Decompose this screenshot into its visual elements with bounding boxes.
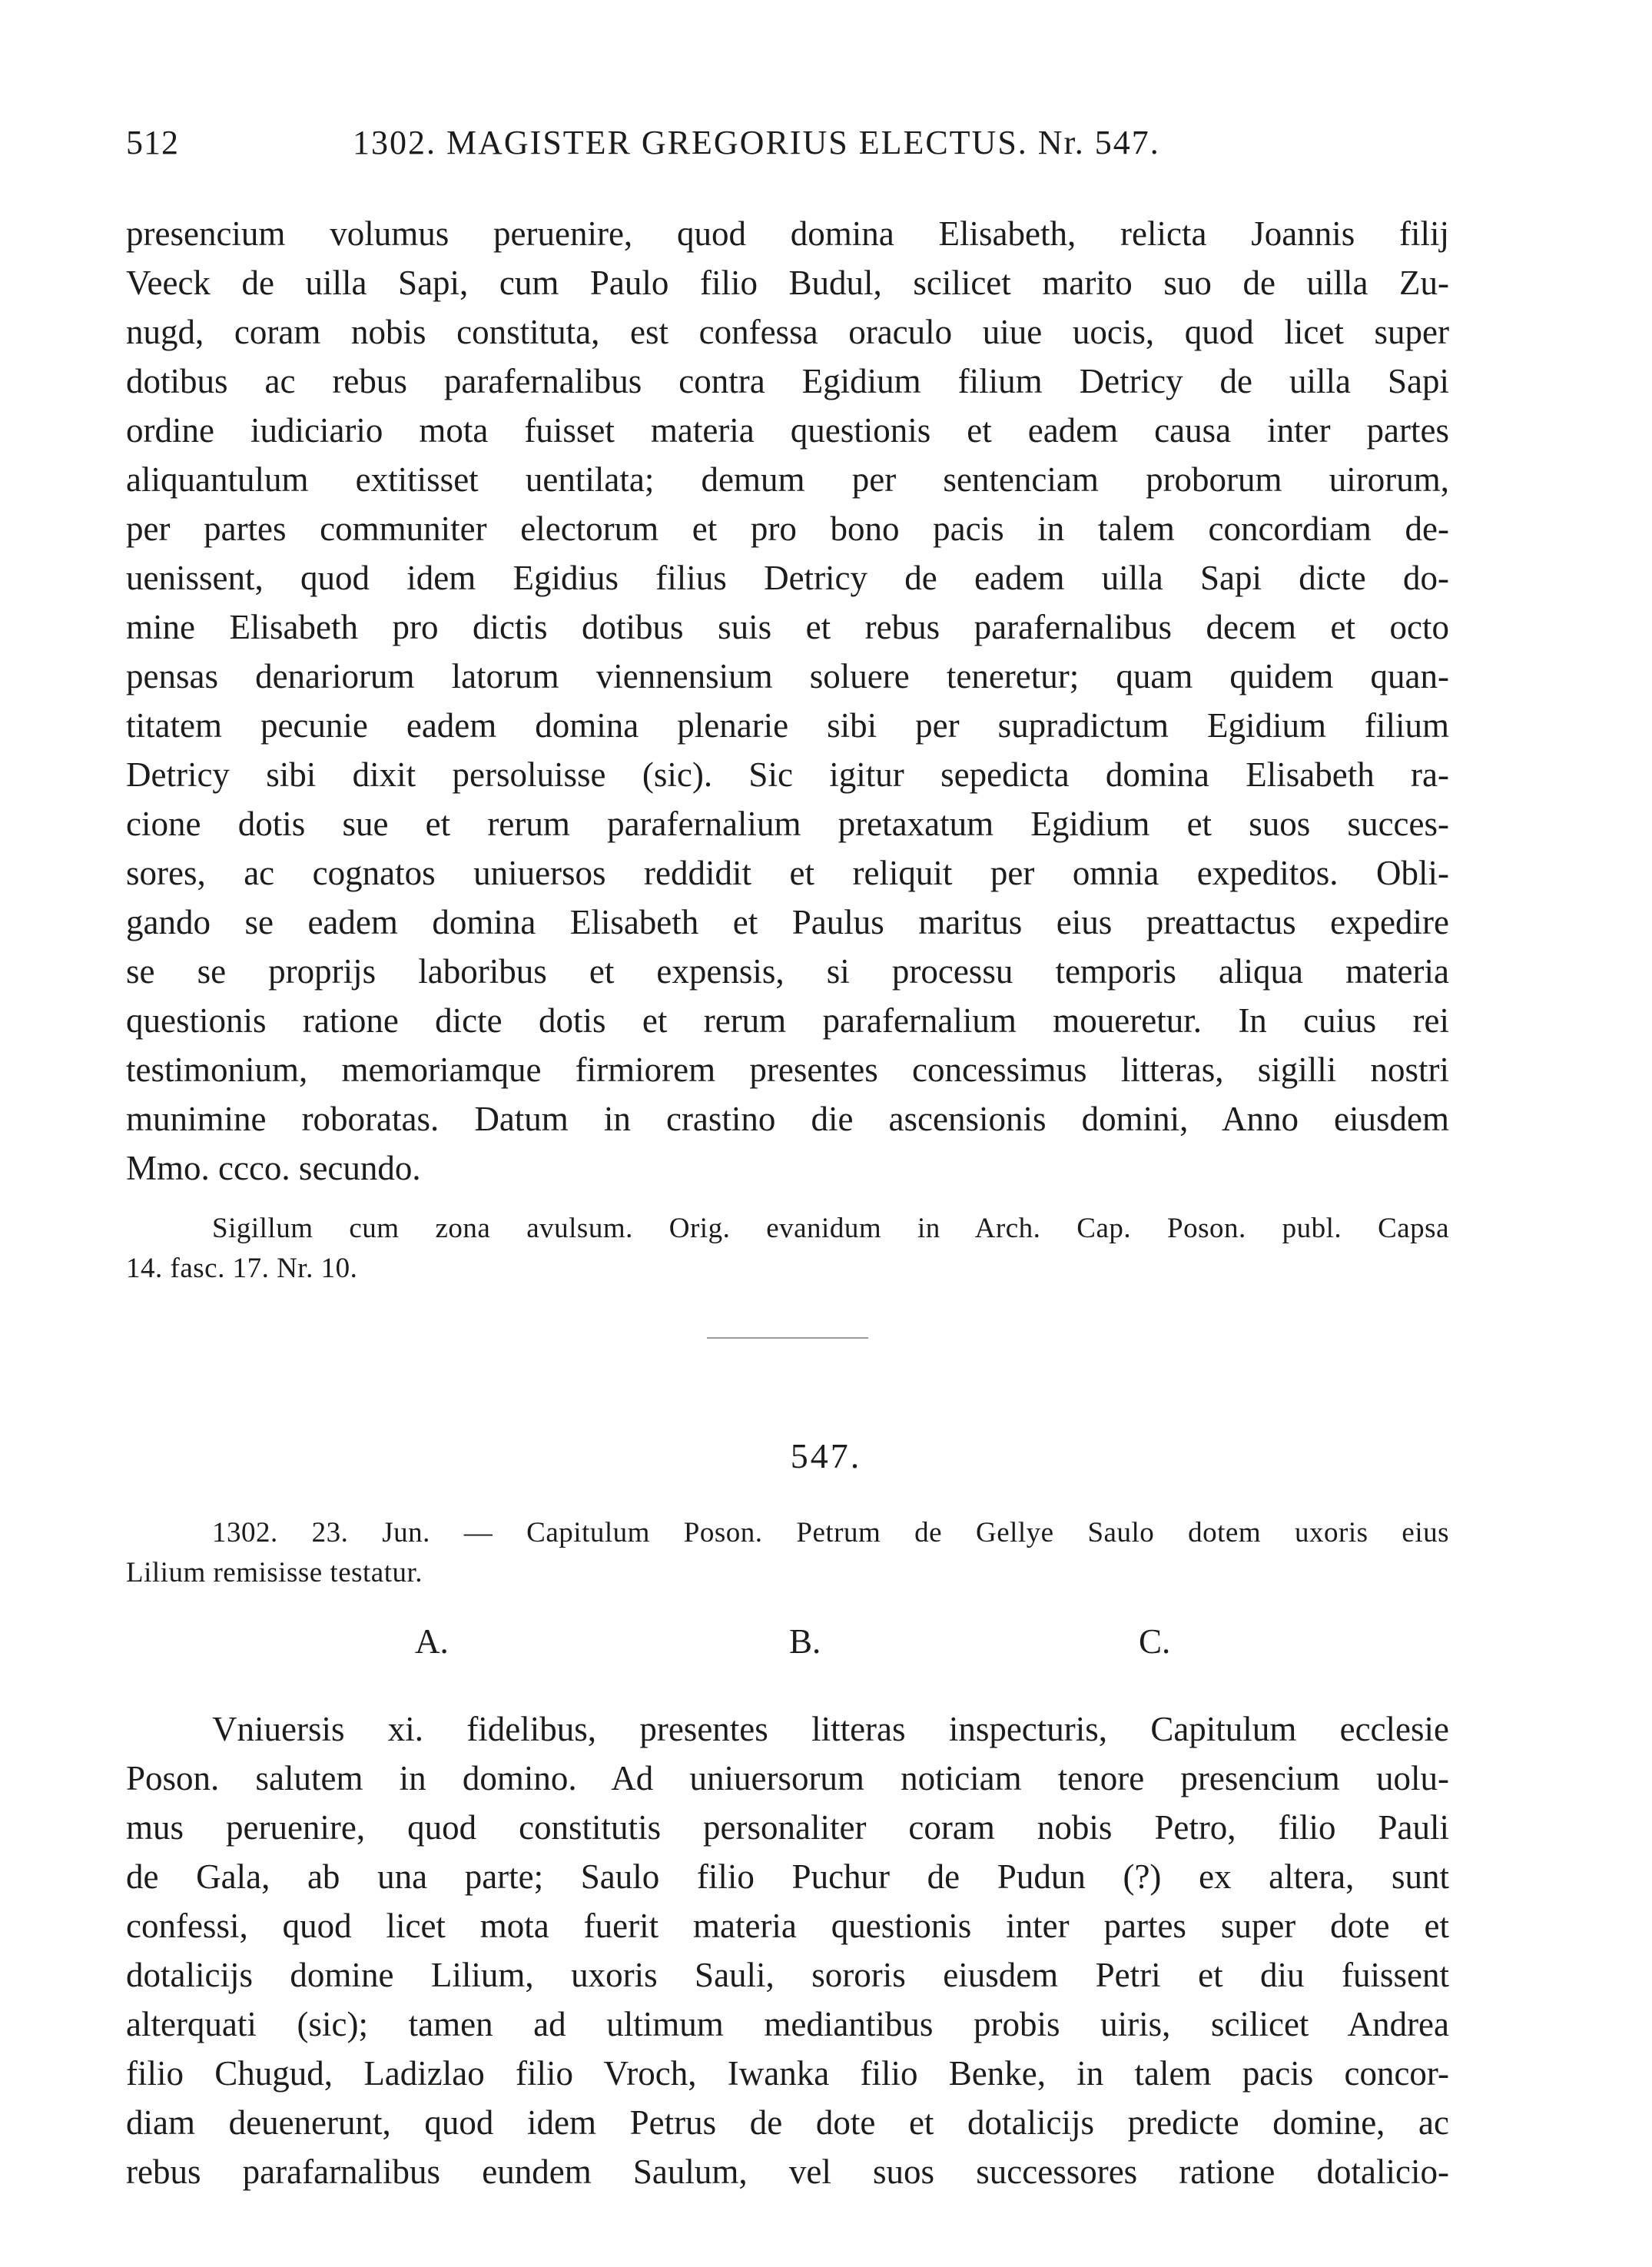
text-line: Poson. salutem in domino. Ad uniuersorum noticiam tenore presencium uolu- xyxy=(126,1759,1449,1797)
text-line: per partes communiter electorum et pro bono pacis in talem concordiam de- xyxy=(126,509,1449,548)
text-line: filio Chugud, Ladizlao filio Vroch, Iwanka filio Benke, in talem pacis concor- xyxy=(126,2054,1449,2093)
text-line: dotalicijs domine Lilium, uxoris Sauli, sororis eiusdem Petri et diu fuissent xyxy=(126,1956,1449,1994)
text-line: se se proprijs laboribus et expensis, si processu temporis aliqua materia xyxy=(126,952,1449,991)
text-line: mus peruenire, quod constitutis personaliter coram nobis Petro, filio Pauli xyxy=(126,1808,1449,1847)
text-line: testimonium, memoriamque firmiorem presentes concessimus litteras, sigilli nostri xyxy=(126,1051,1449,1089)
siglum-c: C. xyxy=(1139,1622,1171,1661)
text-line: sores, ac cognatos uniuersos reddidit et reliquit per omnia expeditos. Obli- xyxy=(126,854,1449,892)
text-line: alterquati (sic); tamen ad ultimum mediantibus probis uiris, scilicet Andrea xyxy=(126,2005,1449,2043)
note-line: Sigillum cum zona avulsum. Orig. evanidum in Arch. Cap. Poson. publ. Capsa xyxy=(212,1213,1449,1244)
manuscript-sigla xyxy=(0,1621,1652,1668)
text-line: nugd, coram nobis constituta, est confessa oraculo uiue uocis, quod licet super xyxy=(126,313,1449,351)
text-line: questionis ratione dicte dotis et rerum parafernalium moueretur. In cuius rei xyxy=(126,1001,1449,1040)
text-line: presencium volumus peruenire, quod domina Elisabeth, relicta Joannis filij xyxy=(126,214,1449,253)
text-line: pensas denariorum latorum viennensium soluere teneretur; quam quidem quan- xyxy=(126,657,1449,695)
text-line: cione dotis sue et rerum parafernalium pretaxatum Egidium et suos succes- xyxy=(126,805,1449,843)
text-line: Veeck de uilla Sapi, cum Paulo filio Budul, scilicet marito suo de uilla Zu- xyxy=(126,264,1449,302)
text-line: Detricy sibi dixit persoluisse (sic). Sic igitur sepedicta domina Elisabeth ra- xyxy=(126,755,1449,794)
text-line: diam deuenerunt, quod idem Petrus de dote et dotalicijs predicte domine, ac xyxy=(126,2103,1449,2142)
note-line: 14. fasc. 17. Nr. 10. xyxy=(126,1253,358,1284)
text-line: confessi, quod licet mota fuerit materia questionis inter partes super dote et xyxy=(126,1907,1449,1945)
document-number: 547. xyxy=(790,1436,862,1475)
text-line: mine Elisabeth pro dictis dotibus suis et rebus parafernalibus decem et octo xyxy=(126,608,1449,646)
text-line: aliquantulum extitisset uentilata; demum per sentenciam proborum uirorum, xyxy=(126,460,1449,499)
section-separator xyxy=(707,1337,868,1339)
text-line: gando se eadem domina Elisabeth et Paulus maritus eius preattactus expedire xyxy=(126,903,1449,941)
siglum-a: A. xyxy=(415,1622,449,1661)
text-line: titatem pecunie eadem domina plenarie sibi per supradictum Egidium filium xyxy=(126,706,1449,745)
siglum-b: B. xyxy=(789,1622,821,1661)
text-line: dotibus ac rebus parafernalibus contra Egidium filium Detricy de uilla Sapi xyxy=(126,362,1449,400)
text-line: munimine roboratas. Datum in crastino die ascensionis domini, Anno eiusdem xyxy=(126,1100,1449,1138)
regest-line: 1302. 23. Jun. — Capitulum Poson. Petrum de Gellye Saulo dotem uxoris eius xyxy=(212,1517,1449,1548)
text-line: uenissent, quod idem Egidius filius Detricy de eadem uilla Sapi dicte do- xyxy=(126,559,1449,597)
regest-line: Lilium remisisse testatur. xyxy=(126,1557,423,1588)
running-title: 1302. MAGISTER GREGORIUS ELECTUS. Nr. 547. xyxy=(353,124,1160,161)
running-head xyxy=(126,123,1448,169)
page-number: 512 xyxy=(126,124,179,161)
text-line: ordine iudiciario mota fuisset materia questionis et eadem causa inter partes xyxy=(126,411,1449,450)
text-line: Vniuersis xi. fidelibus, presentes litteras inspecturis, Capitulum ecclesie xyxy=(212,1710,1449,1748)
text-line: de Gala, ab una parte; Saulo filio Puchur de Pudun (?) ex altera, sunt xyxy=(126,1857,1449,1896)
text-line: Mmo. ccco. secundo. xyxy=(126,1149,421,1187)
text-line: rebus parafarnalibus eundem Saulum, vel suos successores ratione dotalicio- xyxy=(126,2152,1449,2191)
